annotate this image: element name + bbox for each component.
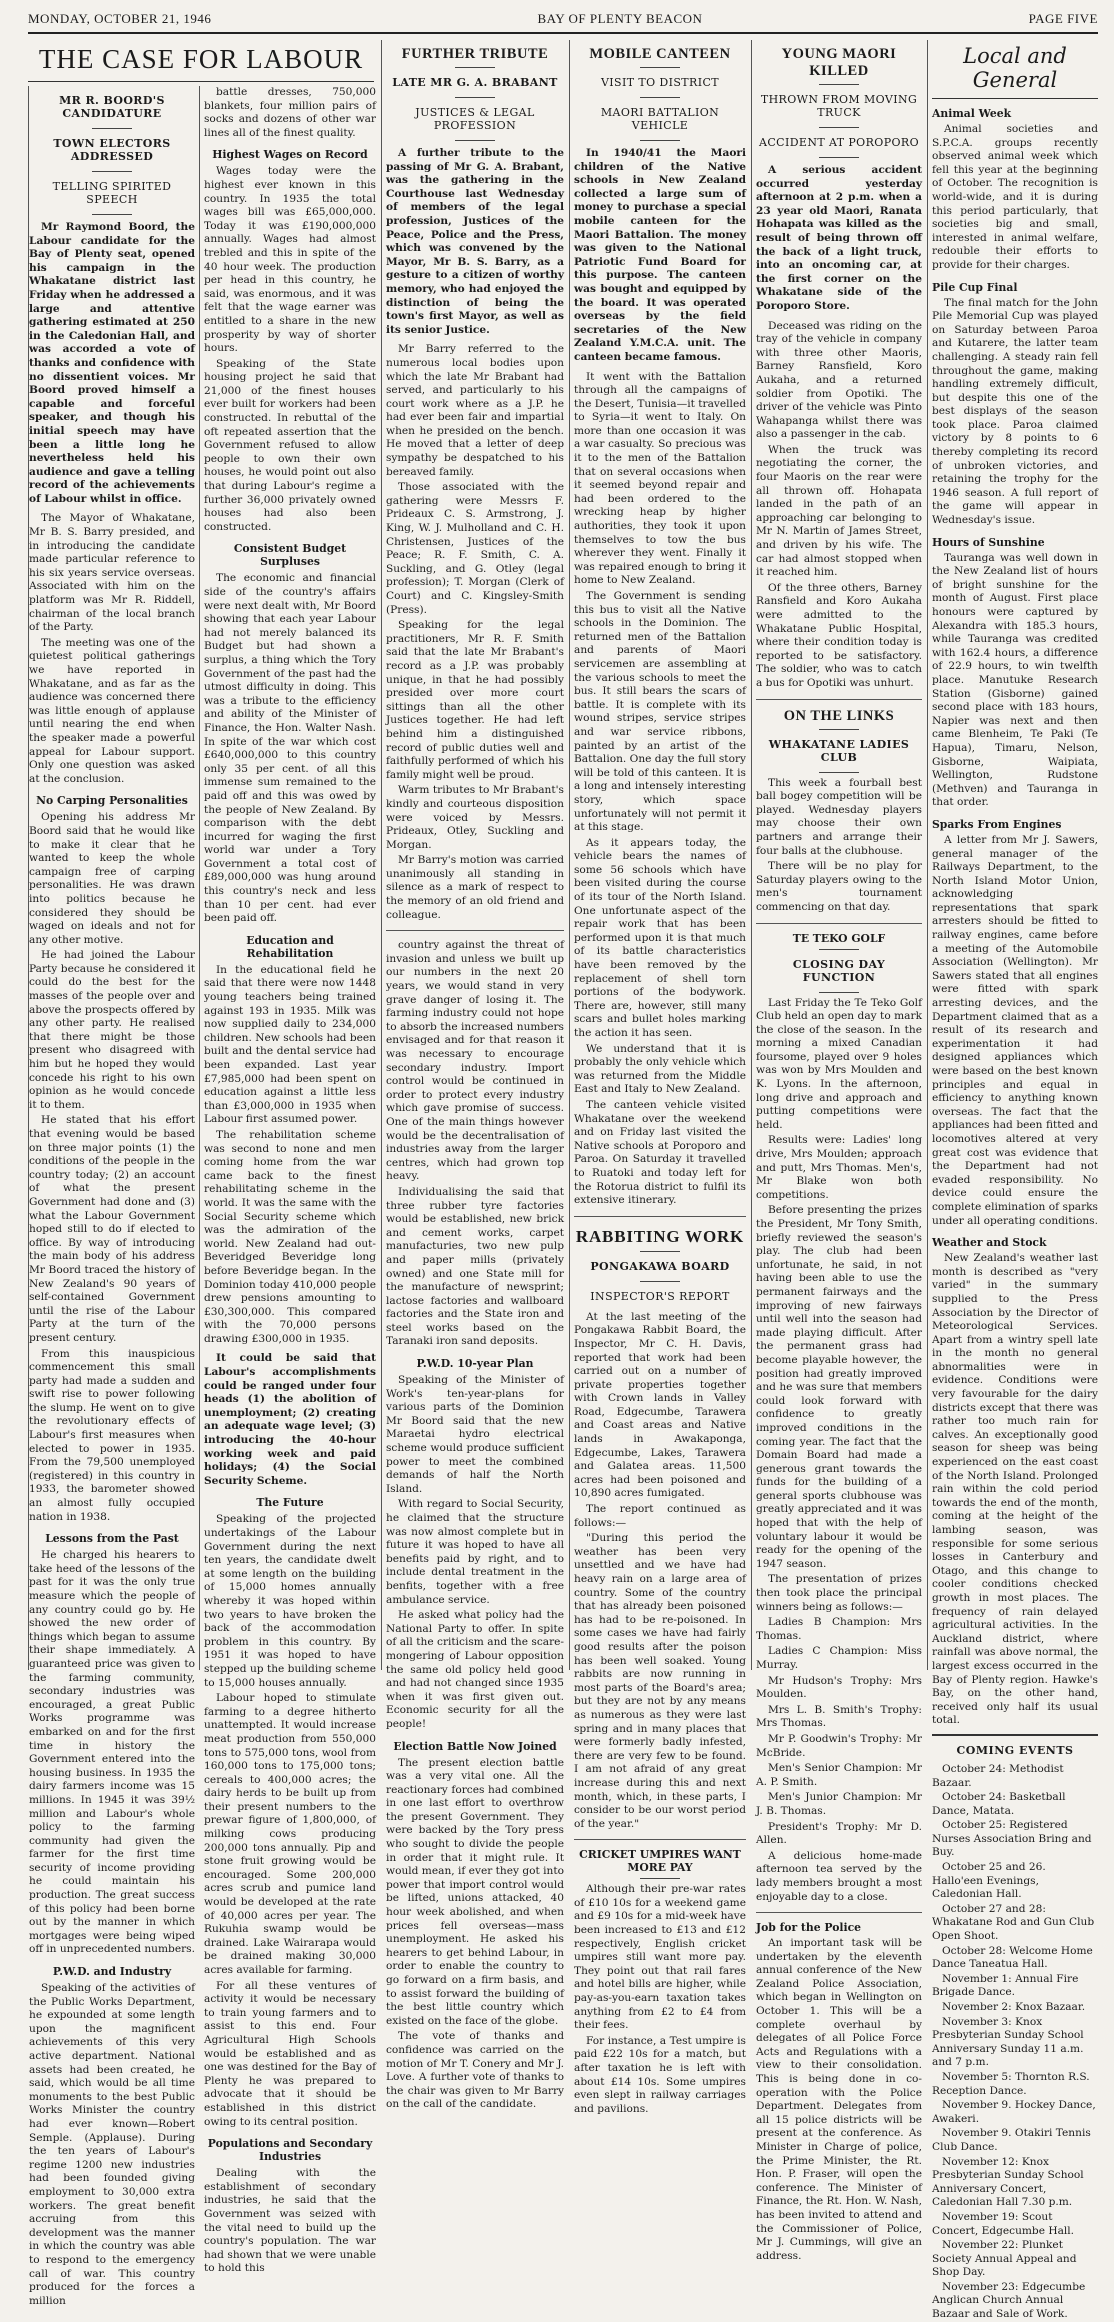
- paragraph: An important task will be undertaken by the eleventh annual conference of the New Zealand Police Association, which began in Wellington on October 1. This will be a complete overhaul by delegates of all Police Force Acts and Regulations with a view to their consolidation. This is being done in co-operation with the Police Department. Delegates from all 15 police districts will be present at the conference. As Minister in Charge of police, the Prime Minister, the Rt. Hon. P. Fraser, will open the conference. The Minister of Finance, the Rt. Hon. W. Nash, has been invited to attend and the Commissioner of Police, Mr J. Cummings, will give an address.: [756, 1937, 922, 2262]
- divider: [455, 97, 495, 98]
- maori-sub1: THROWN FROM MOVING TRUCK: [760, 93, 918, 119]
- event-item: October 24: Methodist Bazaar.: [932, 1762, 1064, 1789]
- column-rule: [751, 40, 752, 1670]
- paragraph: When the truck was negotiating the corner, the four Maoris on the rear were all thrown off. Hohapata landed in the path of an approaching car belonging to Mr N. Martin of James Street, and driven by his wife. The car had almost stopped when it reached him.: [756, 443, 922, 579]
- paragraph: The final match for the John Pile Memorial Cup was played on Saturday between Paroa and Kutarere, the latter team challenging. A steady rain fell throughout the game, making handling extremely difficult, but despite this one of the best displays of the season took place. Paroa claimed victory by 8 points to 6 thereby completing its record of unbroken victories, and retaining the trophy for the 1946 season. A full report of the game will appear in Wednesday's issue.: [932, 296, 1098, 527]
- page-number: PAGE FIVE: [1028, 11, 1098, 26]
- teteko-sub1: CLOSING DAY FUNCTION: [792, 957, 886, 984]
- divider: [455, 67, 495, 68]
- divider: [819, 949, 859, 950]
- paragraph: Speaking of the Minister of Work's ten-year-plans for various parts of the Dominion Mr Boord said that the new Maraetai hydro electrical scheme would produce sufficient power to meet the combined demands of half the North Island.: [386, 1374, 564, 1495]
- events-headline: COMING EVENTS: [932, 1734, 1098, 1757]
- column-2: [204, 86, 376, 2275]
- event-item: October 24: Basketball Dance, Matata.: [932, 1791, 1066, 1817]
- paragraph: The economic and financial side of the country's affairs were next dealt with, Mr Boord showing that each year Labour had not merely balanced its Budget but had shown a surplus, a thing which the Tory Government of the past had the utmost difficulty in doing. This was a tribute to the efficiency and ability of the Minister of Finance, the Hon. Walter Nash. In spite of the war which cost £640,000,000 to this country only 35 per cent. of all this immense sum remained to the paid off and this was owed by the people of New Zealand. By comparison with the debt incurred for waging the first world war under a Tory Government a total cost of £89,000,000 was hung around this country's neck and less than 10 per cent. had ever been paid off.: [204, 572, 376, 925]
- sidehead: Hours of Sunshine: [932, 535, 1045, 549]
- labour-sub2: TOWN ELECTORS ADDRESSED: [53, 137, 171, 163]
- winner-line: Ladies B Champion: Mrs Thomas.: [756, 1616, 922, 1642]
- crosshead: P.W.D. and Industry: [52, 1965, 172, 1979]
- event-item: November 12: Knox Presbyterian Sunday School Anniversary Concert, Caledonian Hall 7.30 p.m.: [932, 2155, 1084, 2209]
- divider: [819, 84, 859, 85]
- column-rule: [199, 86, 200, 1670]
- divider: [574, 1839, 746, 1840]
- paragraph: Although their pre-war rates of £10 10s for a weekend game and £9 10s for a mid-week have been increased to £13 and £12 respectively, English cricket umpires still want more pay. They point out that rail fares and hotel bills are higher, while pay-as-you-earn taxation takes anything from £2 to £4 from their fees.: [574, 1883, 746, 2032]
- cricket-headline: CRICKET UMPIRES WANT MORE PAY: [579, 1848, 741, 1875]
- winner-line: Mr Hudson's Trophy: Mrs Moulden.: [756, 1674, 922, 1701]
- canteen-lead: In 1940/41 the Maori children of the Native schools in New Zealand collected a large sum of money to purchase a special mobile canteen for the Maori Battalion. The money was given to the National Patriotic Fund Board for this purpose. The canteen was bought and equipped by the board. It was operated overseas by the field secretaries of the New Zealand Y.M.C.A. unit. The canteen became famous.: [574, 147, 746, 363]
- crosshead: Populations and Secondary Industries: [207, 2137, 373, 2164]
- crosshead: Election Battle Now Joined: [393, 1739, 557, 1753]
- column-6: [932, 40, 1098, 2321]
- masthead-rule: [28, 32, 1098, 34]
- event-item: November 23: Edgecumbe Anglican Church Annual Bazaar and Sale of Work.: [932, 2280, 1086, 2321]
- divider: [756, 699, 922, 700]
- sidehead: Pile Cup Final: [932, 280, 1018, 294]
- paragraph: The canteen vehicle visited Whakatane over the weekend and on Friday last visited the Native schools at Poroporo and Paroa. On Saturday it travelled to Ruatoki and today left for the Rotorua district to fulfil its extensive itinerary.: [574, 1098, 746, 1207]
- divider: [640, 67, 680, 68]
- event-item: October 25 and 26. Hallo'een Evenings, Caledonian Hall.: [932, 1861, 1046, 1901]
- paragraph: In the educational field he said that there were now 1448 young teachers being trained against 193 in 1935. Milk was now supplied daily to 234,000 children. New schools had been built and the dental service had been expanded. Last year £7,985,000 had been spent on education against a little less than £3,000,000 in 1935 when Labour first assumed power.: [204, 963, 376, 1126]
- paragraph: For all these ventures of activity it would be necessary to train young farmers and to assist to this end. Four Agricultural High Schools would be established and as one was destined for the Bay of Plenty he was prepared to advocate that it should be established in this district owing to its central position.: [204, 1979, 376, 2128]
- paragraph: He charged his hearers to take heed of the lessons of the past for it was the only true measure which the people of any country could go by. He showed the new order of things which began to assume their shape immediately. A guaranteed price was given to the farming community, secondary industries was encouraged, a great Public Works programme was embarked on and for the first time in history the Government entered into the housing business. In 1935 the dairy farmers income was 15 millions. In 1945 it was 39½ million and Labour's whole policy to the farming community had given the farmer for the first time security of income providing he could maintain his production. The great success of this policy had been borne out by the manner in which mortgages were being wiped off in unprecedented numbers.: [29, 1549, 195, 1956]
- divider: [574, 1216, 746, 1217]
- event-item: November 22: Plunket Society Annual Appeal and Shop Day.: [932, 2239, 1077, 2279]
- winner-line: Men's Senior Champion: Mr A. P. Smith.: [756, 1762, 922, 1788]
- paragraph: Speaking of the State housing project he said that 21,000 of the finest houses ever built for workers had been constructed. In rebuttal of the oft repeated assertion that the Government refused to allow people to own their own houses, he would point out also that during Labour's regime a further 36,000 privately owned houses had also been constructed.: [204, 357, 376, 533]
- divider: [386, 930, 564, 931]
- divider: [819, 127, 859, 128]
- rabbit-sub2: INSPECTOR'S REPORT: [590, 1289, 730, 1303]
- paragraph: He had joined the Labour Party because he considered it could do the best for the masses of the people over and above the prospects offered by any other party. He realised that there might be those present who disagreed with him but he hoped they would concede his right to his own opinion as he would concede it to them.: [29, 949, 195, 1111]
- paragraph: For instance, a Test umpire is paid £22 10s for a match, but after taxation he is left with about £14 10s. Some umpires even slept in railway carriages and pavilions.: [574, 2034, 746, 2115]
- divider: [819, 992, 859, 993]
- divider: [756, 923, 922, 924]
- paragraph: He asked what policy had the National Party to offer. In spite of all the criticism and the scare-mongering of Labour opposition the same old policy held good and had not changed since 1935 when it was first given out. Economic security for all the people!: [386, 1609, 564, 1730]
- divider: [92, 171, 132, 172]
- paragraph: As it appears today, the vehicle bears the names of some 56 schools which have been visited during the course of its tour of the North Island. One unfortunate aspect of the repair work that has been performed upon it is that much of its battle characteristics have been removed by the replacement of shell torn portions of the bodywork. There are, however, still many scars and bullet holes marking the action it has seen.: [574, 836, 746, 1039]
- labour-sub3: TELLING SPIRITED SPEECH: [52, 180, 172, 206]
- paragraph: Results were: Ladies' long drive, Mrs Moulden; approach and putt, Mrs Thomas. Men's, Mr Blake won both competitions.: [756, 1134, 922, 1201]
- paragraph: The meeting was one of the quietest political gatherings we have reported in Whakatane, and as far as the audience was concerned there was little enough of applause until nearing the end when the speaker made a powerful appeal for Labour support. Only one question was asked at the conclusion.: [29, 636, 195, 785]
- canteen-sub1: VISIT TO DISTRICT: [600, 76, 720, 89]
- divider: [819, 772, 859, 773]
- event-item: October 25: Registered Nurses Association Bring and Buy.: [932, 1819, 1092, 1859]
- paragraph: With regard to Social Security, he claimed that the structure was now almost complete but in future it was hoped to have all benefits paid by right, and to include dental treatment in the benfits, together with a free ambulance service.: [386, 1498, 564, 1606]
- paragraph: Speaking of the activities of the Public Works Department, he expounded at some length upon the magnificent achievements of this very active department. National assets had been created, he said, which would be all time monuments to the best Public Works Minister the country had ever known—Robert Semple. (Applause). During the ten years of Labour's regime 1200 new industries had been founded giving employment to 30,000 extra workers. The great benefit accruing from this development was the manner in which the country was able to respond to the emergency call of war. This country produced for the forces a million: [29, 1982, 195, 2307]
- paragraph: It went with the Battalion through all the campaigns of the Desert, Tunisia—it travelled to Syria—it went to Italy. On more than one occasion it was a war casualty. So precious was it to the men of the Battalion that on several occasions when it seemed beyond repair and had been ordered to the wrecking heap by higher authorities, they took it upon themselves to tow the bus wherever they went. Finally it was repaired enough to bring it home to New Zealand.: [574, 370, 746, 587]
- labour-sub1: MR R. BOORD'S CANDIDATURE: [59, 94, 165, 120]
- sidehead: Weather and Stock: [932, 1236, 1047, 1250]
- paragraph: New Zealand's weather last month is described as "very varied" in the summary supplied to the Press Association by the Director of Meteorological Services. Apart from a wintry spell late in the month no general abnormalities were in evidence. Conditions were very favourable for the dairy districts except that there was rather too much rain for calves. An exceptionally good season for sheep was being experienced on the east coast of the North Island. Prolonged rain within the cold period towards the end of the month, coming at the height of the lambing season, was responsible for some serious losses in Canterbury and Otago, and this change to cooler conditions checked growth in most places. The frequency of rain delayed agricultural activities. In the Auckland district, where rainfall was above normal, the largest excess occurred in the Bay of Plenty region. Hawke's Bay, on the other hand, received only half its usual total.: [932, 1252, 1098, 1727]
- paragraph: Mr Barry's motion was carried unanimously all standing in silence as a mark of respect to the memory of an old friend and colleague.: [386, 854, 564, 921]
- events-list: [932, 1763, 1098, 2322]
- paragraph: The presentation of prizes then took place the principal winners being as follows:—: [756, 1573, 922, 1613]
- paragraph: Deceased was riding on the tray of the vehicle in company with three other Maoris, Barney Ransfield, Koro Aukaha, and a returned soldier from Opotiki. The driver of the vehicle was Pinto Wahapanga whilst there was also a passenger in the cab.: [756, 319, 922, 441]
- event-item: November 9. Otakiri Tennis Club Dance.: [932, 2127, 1091, 2153]
- winner-line: President's Trophy: Mr D. Allen.: [756, 1820, 922, 1847]
- paper-name: BAY OF PLENTY BEACON: [537, 11, 703, 26]
- paragraph: battle dresses, 750,000 blankets, four million pairs of socks and dozens of other war lines all of the finest quality.: [204, 86, 376, 139]
- paragraph: A delicious home-made afternoon tea served by the lady members brought a most enjoyable day to a close.: [756, 1849, 922, 1903]
- crosshead: Consistent Budget Surpluses: [233, 542, 347, 569]
- rabbit-sub1: PONGAKAWA BOARD: [590, 1259, 730, 1273]
- labour-bold-summary: It could be said that Labour's accomplishments could be ranged under four heads (1) the abolition of unemployment; (2) creating an adequate wage level; (3) introducing the 40-hour working week and paid holidays; (4) the Social Security Scheme.: [204, 1352, 376, 1487]
- teteko-headline: TE TEKO GOLF: [792, 931, 886, 945]
- paragraph: Dealing with the establishment of secondary industries, he said that the Government was seized with the vital need to build up the country's population. The war had shown that we were unable to hold this: [204, 2167, 376, 2275]
- paragraph: Before presenting the prizes the President, Mr Tony Smith, briefly reviewed the season's play. The club had been unfortunate, he said, in not having been able to use the permanent fairways and the improving of new fairways until well into the season had made playing difficult. After the permanent grass had become playable however, the position had greatly improved and he was sure that members could look forward with confidence to greatly improved conditions in the coming year. The fact that the Domain Board had made a generous grant towards the funds for the building of a general sports clubhouse was greatly appreciated and it was hoped that with the help of voluntary labour it would be ready for the opening of the 1947 season.: [756, 1204, 922, 1570]
- paragraph: He stated that his effort that evening would be based on three major points (1) the conditions of the people in the country today; (2) an account of what the present Government had done and (3) what the Labour Government hoped still to do if elected to office. By way of introducing the main body of his address Mr Boord traced the history of New Zealand's 90 years of self-contained Government until the rise of the Labour Party at the turn of the present century.: [29, 1114, 195, 1344]
- paragraph: Individualising the said that three rubber tyre factories would be established, new brick and cement works, carpet manufacturies, two new pulp and paper mills (privately owned) and one State mill for the manufacture of newsprint; lactose factories and wallboard factories and the State iron and steel works based on the Taranaki iron sand deposits.: [386, 1185, 564, 1348]
- labour-lead: Mr Raymond Boord, the Labour candidate for the Bay of Plenty seat, opened his campaign in the Whakatane district last Friday when he addressed a large and attentive gathering estimated at 250 in the Caledonian Hall, and was accorded a vote of thanks and confidence with no dissentient voices. Mr Boord proved himself a capable and forceful speaker, and though his initial speech may have been a little long he nevertheless held his audience and gave a telling record of the achievements of Labour whilst in office.: [29, 221, 195, 505]
- divider: [640, 140, 680, 141]
- column-3: [386, 40, 564, 2111]
- issue-date: MONDAY, OCTOBER 21, 1946: [28, 11, 212, 26]
- paragraph: Opening his address Mr Boord said that he would like to make it clear that he wanted to keep the whole campaign free of carping personalities. He was drawn into politics because he considered they should be waged on ideals and not for any other motive.: [29, 811, 195, 946]
- paragraph: Of the three others, Barney Ransfield and Koro Aukaha were admitted to the Whakatane Public Hospital, where their condition today is reported to be satisfactory. The soldier, who was to catch a bus for Opotiki was unhurt.: [756, 581, 922, 689]
- column-rule: [569, 40, 570, 1670]
- paragraph: From this inauspicious commencement this small party had made a sudden and swift rise to power following the slump. He went on to give the revolutionary effects of Labour's first measures when elected to power in 1935. From the 79,500 unemployed (registered) in this country in 1933, the barometer showed an almost fully occupied nation in 1938.: [29, 1347, 195, 1523]
- winner-line: Men's Junior Champion: Mr J. B. Thomas.: [756, 1791, 922, 1817]
- links-headline: ON THE LINKS: [783, 707, 895, 724]
- divider: [640, 1878, 680, 1879]
- divider: [92, 128, 132, 129]
- event-item: October 27 and 28: Whakatane Rod and Gun Club Open Shoot.: [932, 1902, 1095, 1943]
- event-item: November 2: Knox Bazaar.: [942, 2001, 1086, 2013]
- local-headline: Local and General: [932, 44, 1098, 99]
- tribute-sub2: JUSTICES & LEGAL PROFESSION: [415, 106, 535, 132]
- paragraph: The report continued as follows:—: [574, 1503, 746, 1529]
- divider: [756, 1912, 922, 1913]
- tribute-sub1: LATE MR G. A. BRABANT: [392, 76, 558, 89]
- paragraph: Speaking of the projected undertakings of the Labour Government during the next ten years, the candidate dwelt at some length on the building of 15,000 homes annually whereby it was hoped within two years to have broken the back of the accommodation problem in this country. By 1951 it was hoped to have stepped up the building scheme to 15,000 houses annually.: [204, 1513, 376, 1689]
- tribute-headline: FURTHER TRIBUTE: [401, 46, 549, 62]
- paragraph: There will be no play for Saturday players owing to the men's tournament commencing on that day.: [756, 860, 922, 913]
- paragraph: At the last meeting of the Pongakawa Rabbit Board, the Inspector, Mr C. H. Davis, reported that work had been carried out on a number of private properties together with Crown lands in Valley Road, Edgecumbe, Tarawera and Coast areas and Native lands in Awakaponga, Edgecumbe, Lakes, Tarawera and Galatea areas. 11,500 acres had been poisoned and 10,890 acres fumigated.: [574, 1310, 746, 1500]
- divider: [92, 214, 132, 215]
- paragraph: Mr Barry referred to the numerous local bodies upon which the late Mr Brabant had served, and particularly to his court work where as a J.P. he had ever been fair and impartial when he presided on the bench. He moved that a letter of deep sympathy be despatched to his bereaved family.: [386, 343, 564, 478]
- paragraph: Last Friday the Te Teko Golf Club held an open day to mark the close of the season. In the morning a mixed Canadian foursome, played over 9 holes was won by Mrs Moulden and K. Lyons. In the afternoon, long drive and approach and putting competitions were held.: [756, 996, 922, 1131]
- paragraph: The vote of thanks and confidence was carried on the motion of Mr T. Conery and Mr J. Love. A further vote of thanks to the chair was given to Mr Barry on the call of the candidate.: [386, 2030, 564, 2111]
- divider: [819, 157, 859, 158]
- paragraph: The present election battle was a very vital one. All the reactionary forces had combined in one last effort to overthrow the present Government. They were backed by the Tory press who sought to divide the people in order that it might rule. It would mean, if ever they got into power that import control would be lifted, unions attacked, 40 hour week abolished, and when prices fell overseas—mass unemployment. He asked his hearers to get behind Labour, in order to enable the country to go forward on a firm basis, and to assist forward the building of the best little country which existed on the face of the globe.: [386, 1756, 564, 2027]
- winner-line: Mrs L. B. Smith's Trophy: Mrs Thomas.: [756, 1703, 922, 1730]
- crosshead: Education and Rehabilitation: [246, 933, 334, 960]
- divider: [455, 140, 495, 141]
- paragraph: Labour hoped to stimulate farming to a degree hitherto unattempted. It would increase meat production from 550,000 tons to 575,000 tons, wool from 160,000 tons to 175,000 tons; cereals to 400,000 acres; the dairy herds to be built up from their present numbers to the prewar figure of 1,800,000, of milking cows producing 200,000 tons annually. Pip and stone fruit growing would be encouraged. Some 200,000 acres scrub and pumice land would be developed at the rate of 40,000 acres per year. The Rukuhia swamp would be drained. Lake Wairarapa would be drained making 30,000 acres available for farming.: [204, 1692, 376, 1976]
- paragraph: Warm tributes to Mr Brabant's kindly and courteous disposition were voiced by Messrs. Prideaux, Otley, Suckling and Morgan.: [386, 784, 564, 851]
- event-item: November 1: Annual Fire Brigade Dance.: [932, 1972, 1079, 1999]
- divider: [640, 1251, 680, 1252]
- divider: [640, 1281, 680, 1282]
- paragraph: country against the threat of invasion and unless we built up our numbers in the next 20 years, we would stand in very grave danger of losing it. The farming industry could not hope to absorb the increased numbers envisaged and for that reason it was necessary to encourage secondary industry. Import control would be continued in order to protect every industry which gave promise of success. One of the main things however would be the decentralisation of industries away from the larger centres, which had grown top heavy.: [386, 939, 564, 1183]
- maori-lead: A serious accident occurred yesterday afternoon at 2 p.m. when a 23 year old Maori, Ranata Hohapata was killed as the result of being thrown off the back of a light truck, into an oncoming car, at the first corner on the Whakatane side of the Poroporo Store.: [756, 164, 922, 312]
- event-item: November 9. Hockey Dance, Awakeri.: [932, 2099, 1096, 2125]
- divider: [819, 729, 859, 730]
- paragraph: Speaking for the legal practitioners, Mr R. F. Smith said that the late Mr Brabant's record as a J.P. was probably unique, in that he had possibly presided over more court sittings than all the other Justices together. He had left behind him a distinguished record of public duties well and faithfully performed of which his family might well be proud.: [386, 619, 564, 781]
- winner-line: Mr P. Goodwin's Trophy: Mr McBride.: [756, 1732, 922, 1759]
- tribute-lead: A further tribute to the passing of Mr G. A. Brabant, was the gathering in the Courthouse last Wednesday of members of the legal profession, Justices of the Peace, Police and the Press, which was convened by the Mayor, Mr B. S. Barry, as a gesture to a citizen of worthy memory, who had enjoyed the distinction of being the town's first Mayor, as well as its senior Justice.: [386, 147, 564, 336]
- canteen-headline: MOBILE CANTEEN: [589, 46, 731, 62]
- masthead: [28, 8, 1098, 30]
- paragraph: We understand that it is probably the only vehicle which was returned from the Middle East and Italy to New Zealand.: [574, 1042, 746, 1096]
- labour-headline: THE CASE FOR LABOUR: [28, 44, 374, 82]
- crosshead: Lessons from the Past: [45, 1532, 179, 1546]
- event-item: October 28: Welcome Home Dance Taneatua Hall.: [932, 1944, 1093, 1971]
- canteen-sub2: MAORI BATTALION VEHICLE: [600, 106, 720, 132]
- column-rule: [381, 40, 382, 1670]
- winner-line: Ladies C Champion: Miss Murray.: [756, 1645, 922, 1671]
- crosshead: No Carping Personalities: [36, 794, 188, 808]
- crosshead: P.W.D. 10-year Plan: [416, 1357, 534, 1371]
- paragraph: Those associated with the gathering were Messrs F. Prideaux C. S. Armstrong, J. King, W. J. Mulholland and C. H. Christensen, Justices of the Peace; R. F. Smith, C. A. Suckling, and G. Otley (legal profession); T. Morgan (Clerk of Court) and C. Kingsley-Smith (Press).: [386, 481, 564, 616]
- crosshead: Highest Wages on Record: [212, 148, 368, 162]
- event-item: November 3: Knox Presbyterian Sunday School Anniversary Sunday 11 a.m. and 7 p.m.: [932, 2015, 1084, 2069]
- crosshead: The Future: [256, 1496, 324, 1510]
- paragraph: A letter from Mr J. Sawers, general manager of the Railways Department, to the North Island Motor Union, acknowledging representations that spark arresters should be fitted to railway engines, came before a meeting of the Automobile Association (Wellington). Mr Sawers stated that all engines were fitted with spark arresting devices, and the Department claimed that as a result of its research and experimentation it had designed appliances which were based on the best known principles and equal in efficiency to anything known overseas. The fact that the appliances had been fitted and locomotives altered at very great cost was evidence that the Department had not evaded responsibility. No device could ensure the complete elimination of sparks under all operating conditions.: [932, 833, 1098, 1227]
- paragraph: Wages today were the highest ever known in this country. In 1935 the total wages bill was £65,000,000. Today it was £190,000,000 annually. Wages had almost trebled and this in spite of the 40 hour week. The production per head in this country, he said, was enormous, and it was felt that the wage earner was entitled to a share in the new prosperity by way of shorter hours.: [204, 165, 376, 355]
- column-5: [756, 40, 922, 2262]
- maori-headline: YOUNG MAORI KILLED: [781, 46, 897, 79]
- sidehead: Animal Week: [932, 107, 1012, 120]
- maori-sub2: ACCIDENT AT POROPORO: [758, 136, 920, 149]
- paragraph: This week a fourball best ball bogey competition will be played. Wednesday players may choose their own partners and arrange their four balls at the clubhouse.: [756, 776, 922, 857]
- rabbit-headline: RABBITING WORK: [575, 1226, 745, 1246]
- paragraph: The Government is sending this bus to visit all the Native schools in the Dominion. The returned men of the Battalion and parents of Maori servicemen are assembling at the various schools to meet the bus. It still bears the scars of battle. It is complete with its wound stripes, service stripes and war service ribbons, painted by an artist of the Battalion. One day the full story will be told of this canteen. It is a long and intensely interesting story, which space unfortunately will not permit it at this stage.: [574, 590, 746, 834]
- police-headline: Job for the Police: [756, 1921, 862, 1935]
- column-1: [28, 86, 195, 2307]
- divider: [640, 97, 680, 98]
- column-rule: [927, 40, 928, 1670]
- paragraph: The Mayor of Whakatane, Mr B. S. Barry presided, and in introducing the candidate made particular reference to his six years service overseas. Associated with him on the platform was Mr R. Riddell, chairman of the local branch of the Party.: [29, 512, 195, 634]
- event-item: November 19: Scout Concert, Edgecumbe Hall.: [932, 2210, 1075, 2237]
- paragraph: "During this period the weather has been very unsettled and we have had heavy rain on a large area of country. Some of the country that has already been poisoned has had to be re-poisoned. In some cases we have had fairly good results after the poison has been well soaked. Young rabbits are now running in most parts of the Board's area; but they are not by any means as numerous as they were last spring and in many places that were formerly badly infested, there are very few to be found. I am not afraid of any great increase during this and next month, which, in these parts, I consider to be our worst period of the year.": [574, 1532, 746, 1830]
- paragraph: Animal societies and S.P.C.A. groups recently observed animal week which fell this year at the beginning of October. The recognition is world-wide, and it is during this period particularly, that societies big and small, interested in animal welfare, redouble their efforts to provide for their charges.: [932, 123, 1098, 271]
- paragraph: The rehabilitation scheme was second to none and men coming home from the war came back to the finest rehabilitating scheme in the world. It was the same with the Social Security scheme which was the admiration of the world. New Zealand had out-Beveridged Beveridge long before Beveridge began. In the Dominion today 410,000 people drew pensions amounting to £30,300,000. This compared with the 70,000 persons drawing £300,000 in 1935.: [204, 1128, 376, 1345]
- column-4: [574, 40, 746, 2115]
- links-sub1: WHAKATANE LADIES CLUB: [768, 737, 910, 764]
- paragraph: Tauranga was well down in the New Zealand list of hours of bright sunshine for the month of August. First place honours were captured by Alexandra with 185.3 hours, while Tauranga was credited with 162.4 hours, a difference of 22.9 hours, to win twelfth place. Manutuke Research Station (Gisborne) gained second place with 183 hours, Napier was next and then came Blenheim, Te Paki (Te Hapua), Timaru, Nelson, Gisborne, Waipiata, Wellington, Rudstone (Methven) and Tauranga in that order.: [932, 551, 1098, 809]
- event-item: November 5: Thornton R.S. Reception Dance.: [932, 2070, 1090, 2097]
- sidehead: Sparks From Engines: [932, 817, 1062, 831]
